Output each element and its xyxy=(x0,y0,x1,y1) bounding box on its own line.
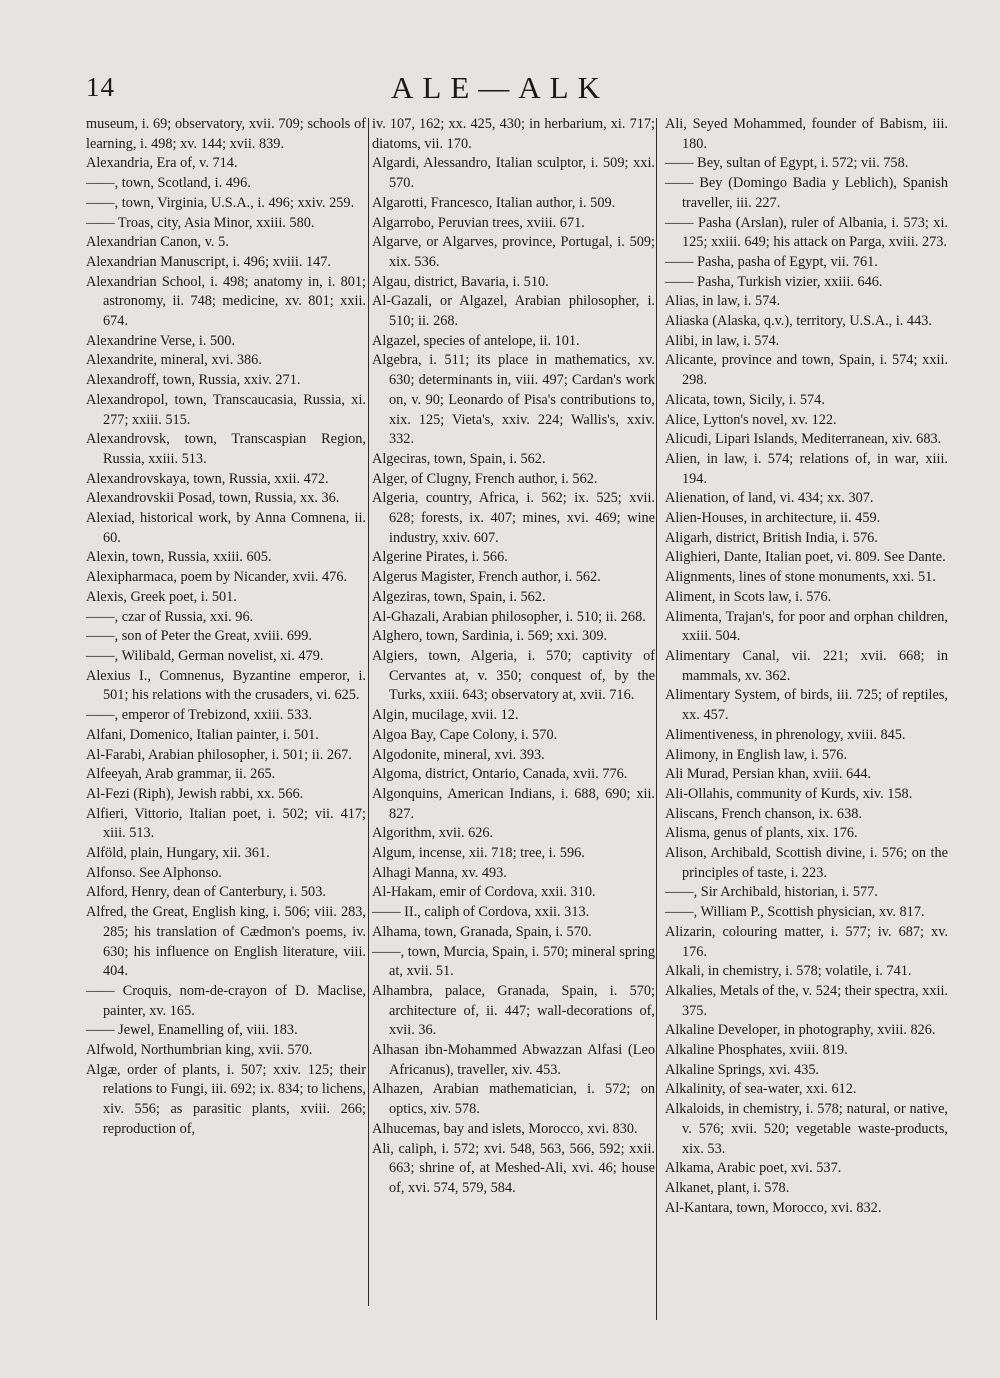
index-entry: Algarve, or Algarves, province, Portugal, i. 509; xix. 536. xyxy=(372,234,655,270)
index-entry: Alizarin, colouring matter, i. 577; iv. 687; xv. 176. xyxy=(665,923,948,960)
index-entry: Alimony, in English law, i. 576. xyxy=(665,746,848,763)
index-entry: Alimentiveness, in phrenology, xviii. 845. xyxy=(665,726,906,743)
index-column-1 xyxy=(86,115,366,1140)
index-entry: Algeria, country, Africa, i. 562; ix. 525; xvii. 628; forests, ix. 407; mines, xvi. 469; wine industry, xxiv. 607. xyxy=(372,490,655,546)
index-entry: Alexandrovskaya, town, Russia, xxii. 472. xyxy=(86,470,329,487)
index-entry: Alkaloids, in chemistry, i. 578; natural, or native, v. 576; xvii. 520; vegetable waste-products, xix. 53. xyxy=(665,1101,948,1157)
index-entry: Alhucemas, bay and islets, Morocco, xvi. 830. xyxy=(372,1120,638,1137)
index-entry: ——, town, Murcia, Spain, i. 570; mineral spring at, xvii. 51. xyxy=(372,943,655,980)
index-entry: —— Pasha, Turkish vizier, xxiii. 646. xyxy=(665,273,883,290)
index-entry: —— Troas, city, Asia Minor, xxiii. 580. xyxy=(86,214,315,231)
index-entry: Alicudi, Lipari Islands, Mediterranean, xiv. 683. xyxy=(665,431,942,448)
index-entry: Alexin, town, Russia, xxiii. 605. xyxy=(86,549,272,566)
index-entry: Alhazen, Arabian mathematician, i. 572; on optics, xiv. 578. xyxy=(372,1081,655,1118)
index-entry: Alhambra, palace, Granada, Spain, i. 570; architecture of, ii. 447; wall-decorations of, xvii. 36. xyxy=(372,982,655,1039)
index-entry: —— II., caliph of Cordova, xxii. 313. xyxy=(372,904,590,921)
index-entry: Algerine Pirates, i. 566. xyxy=(372,549,508,566)
index-entry: Alkanet, plant, i. 578. xyxy=(665,1179,790,1196)
index-entry: Al-Hakam, emir of Cordova, xxii. 310. xyxy=(372,884,596,901)
index-entry: —— Bey (Domingo Badia y Leblich), Spanish traveller, iii. 227. xyxy=(665,175,948,211)
index-entry: Algarotti, Francesco, Italian author, i. 509. xyxy=(372,194,616,211)
index-entry: Alkalies, Metals of the, v. 524; their spectra, xxii. 375. xyxy=(665,982,948,1019)
index-entry: Ali, caliph, i. 572; xvi. 548, 563, 566, 592; xxii. 663; shrine of, at Meshed-Ali, xvi. 46; house of, xvi. 574, 579, 584. xyxy=(372,1140,655,1196)
index-entry: Alfieri, Vittorio, Italian poet, i. 502; vii. 417; xiii. 513. xyxy=(86,805,366,842)
index-entry: Alien, in law, i. 574; relations of, in war, xiii. 194. xyxy=(665,450,948,487)
index-entry: Alighieri, Dante, Italian poet, vi. 809. See Dante. xyxy=(665,549,946,566)
index-entry: Ali-Ollahis, community of Kurds, xiv. 158. xyxy=(665,785,913,802)
index-entry: Algodonite, mineral, xvi. 393. xyxy=(372,746,545,763)
index-entry: Algerus Magister, French author, i. 562. xyxy=(372,569,601,586)
index-entry: Alkaline Phosphates, xviii. 819. xyxy=(665,1042,848,1059)
index-entry: iv. 107, 162; xx. 425, 430; in herbarium, xi. 717; diatoms, vii. 170. xyxy=(372,116,655,152)
index-entry: Alfani, Domenico, Italian painter, i. 501. xyxy=(86,726,319,743)
index-entry: Al-Gazali, or Algazel, Arabian philosopher, i. 510; ii. 268. xyxy=(372,293,655,330)
index-entry: Alhama, town, Granada, Spain, i. 570. xyxy=(372,923,592,940)
index-entry: Alexandropol, town, Transcaucasia, Russia, xi. 277; xxiii. 515. xyxy=(86,391,366,428)
index-entry: Alice, Lytton's novel, xv. 122. xyxy=(665,411,837,428)
index-entry: Alhasan ibn-Mohammed Abwazzan Alfasi (Leo Africanus), traveller, xiv. 453. xyxy=(372,1042,655,1078)
index-entry: Algebra, i. 511; its place in mathematics, xv. 630; determinants in, viii. 497; Cardan's work on, v. 90; Leonardo of Pisa's contributions to, xix. 125; Vieta's, xxiv. 224; Wallis's, xxiv. 332. xyxy=(372,352,655,448)
index-entry: Alibi, in law, i. 574. xyxy=(665,332,780,349)
index-entry: Alexandrian Manuscript, i. 496; xviii. 147. xyxy=(86,253,331,270)
index-entry: Algonquins, American Indians, i. 688, 690; xii. 827. xyxy=(372,785,655,822)
column-rule-left xyxy=(368,118,369,1306)
page-number: 14 xyxy=(86,72,115,102)
index-column-2 xyxy=(372,115,655,1199)
index-entry: Alimenta, Trajan's, for poor and orphan children, xxiii. 504. xyxy=(665,608,948,645)
index-entry: Alienation, of land, vi. 434; xx. 307. xyxy=(665,490,874,507)
index-entry: Alkali, in chemistry, i. 578; volatile, i. 741. xyxy=(665,963,912,980)
index-entry: Alexius I., Comnenus, Byzantine emperor, i. 501; his relations with the crusaders, vi. 625. xyxy=(86,667,366,704)
index-entry: Alfeeyah, Arab grammar, ii. 265. xyxy=(86,766,276,783)
index-entry: Alkaline Developer, in photography, xviii. 826. xyxy=(665,1022,936,1039)
index-entry: Alhagi Manna, xv. 493. xyxy=(372,864,507,881)
index-entry: Algeziras, town, Spain, i. 562. xyxy=(372,588,546,605)
index-entry: Alföld, plain, Hungary, xii. 361. xyxy=(86,845,270,862)
index-entry: Alicante, province and town, Spain, i. 574; xxii. 298. xyxy=(665,352,948,389)
index-entry: Al-Ghazali, Arabian philosopher, i. 510; ii. 268. xyxy=(372,608,646,625)
index-entry: Alisma, genus of plants, xix. 176. xyxy=(665,825,858,842)
index-entry: ——, Wilibald, German novelist, xi. 479. xyxy=(86,647,324,664)
index-entry: Aligarh, district, British India, i. 576. xyxy=(665,529,878,546)
index-entry: Algeciras, town, Spain, i. 562. xyxy=(372,450,546,467)
index-entry: Alexandrian Canon, v. 5. xyxy=(86,234,229,251)
running-head: ALE—ALK xyxy=(391,70,609,105)
index-entry: ——, town, Scotland, i. 496. xyxy=(86,175,251,192)
index-entry: Algorithm, xvii. 626. xyxy=(372,825,494,842)
index-entry: —— Pasha, pasha of Egypt, vii. 761. xyxy=(665,253,878,270)
index-entry: Alkama, Arabic poet, xvi. 537. xyxy=(665,1160,842,1177)
index-entry: Alkaline Springs, xvi. 435. xyxy=(665,1061,820,1078)
index-entry: Al-Kantara, town, Morocco, xvi. 832. xyxy=(665,1199,882,1216)
index-entry: Alison, Archibald, Scottish divine, i. 576; on the principles of taste, i. 223. xyxy=(665,845,948,881)
index-entry: Alien-Houses, in architecture, ii. 459. xyxy=(665,510,881,527)
index-entry: Alexandrian School, i. 498; anatomy in, i. 801; astronomy, ii. 748; medicine, xv. 801; xxii. 674. xyxy=(86,273,366,330)
index-entry: Alias, in law, i. 574. xyxy=(665,293,781,310)
index-entry: Alkalinity, of sea-water, xxi. 612. xyxy=(665,1081,857,1098)
index-entry: ——, town, Virginia, U.S.A., i. 496; xxiv. 259. xyxy=(86,194,355,211)
index-entry: —— Jewel, Enamelling of, viii. 183. xyxy=(86,1022,298,1039)
column-rule-right xyxy=(656,118,657,1320)
index-entry: Aliscans, French chanson, ix. 638. xyxy=(665,805,862,822)
index-entry: Alfwold, Northumbrian king, xvii. 570. xyxy=(86,1042,313,1059)
index-entry: Al-Farabi, Arabian philosopher, i. 501; ii. 267. xyxy=(86,746,352,763)
index-entry: ——, czar of Russia, xxi. 96. xyxy=(86,608,254,625)
index-entry: Alexandrovsk, town, Transcaspian Region, Russia, xxiii. 513. xyxy=(86,431,366,467)
index-entry: ——, Sir Archibald, historian, i. 577. xyxy=(665,884,878,901)
index-entry: Alexandrine Verse, i. 500. xyxy=(86,332,236,349)
index-entry: Algardi, Alessandro, Italian sculptor, i. 509; xxi. 570. xyxy=(372,155,655,192)
index-entry: Alimentary Canal, vii. 221; xvii. 668; in mammals, xv. 362. xyxy=(665,647,948,684)
index-entry: Algoma, district, Ontario, Canada, xvii. 776. xyxy=(372,766,628,783)
index-entry: Alexandrite, mineral, xvi. 386. xyxy=(86,352,262,369)
index-entry: museum, i. 69; observatory, xvii. 709; schools of learning, i. 498; xv. 144; xvii. 839. xyxy=(86,116,366,152)
index-entry: Ali, Seyed Mohammed, founder of Babism, iii. 180. xyxy=(665,116,948,152)
index-entry: ——, emperor of Trebizond, xxiii. 533. xyxy=(86,707,312,724)
index-entry: Algau, district, Bavaria, i. 510. xyxy=(372,273,549,290)
index-entry: Alger, of Clugny, French author, i. 562. xyxy=(372,470,598,487)
index-entry: Alexis, Greek poet, i. 501. xyxy=(86,588,237,605)
index-entry: Alexandria, Era of, v. 714. xyxy=(86,155,238,172)
index-entry: Alexandroff, town, Russia, xxiv. 271. xyxy=(86,372,301,389)
index-entry: Alfonso. See Alphonso. xyxy=(86,864,222,881)
index-entry: Alexiad, historical work, by Anna Comnena, ii. 60. xyxy=(86,510,366,546)
index-entry: Algum, incense, xii. 718; tree, i. 596. xyxy=(372,845,585,862)
index-entry: —— Croquis, nom-de-crayon of D. Maclise, painter, xv. 165. xyxy=(86,982,366,1019)
index-entry: Alignments, lines of stone monuments, xxi. 51. xyxy=(665,569,936,586)
index-entry: Alexipharmaca, poem by Nicander, xvii. 476. xyxy=(86,569,348,586)
index-entry: Alicata, town, Sicily, i. 574. xyxy=(665,391,825,408)
index-column-3 xyxy=(665,115,948,1218)
index-entry: Ali Murad, Persian khan, xviii. 644. xyxy=(665,766,872,783)
index-entry: —— Pasha (Arslan), ruler of Albania, i. 573; xi. 125; xxiii. 649; his attack on Parga, xviii. 273. xyxy=(665,214,948,251)
index-entry: Algæ, order of plants, i. 507; xxiv. 125; their relations to Fungi, iii. 692; ix. 834; to lichens, xiv. 556; as parasitic plants, xviii. 266; reproduction of, xyxy=(86,1061,366,1137)
index-entry: Alexandrovskii Posad, town, Russia, xx. 36. xyxy=(86,490,340,507)
index-entry: Aliment, in Scots law, i. 576. xyxy=(665,588,832,605)
index-entry: Algazel, species of antelope, ii. 101. xyxy=(372,332,580,349)
index-entry: Al-Fezi (Riph), Jewish rabbi, xx. 566. xyxy=(86,785,304,802)
index-entry: Algiers, town, Algeria, i. 570; captivity of Cervantes at, v. 350; conquest of, by the Turks, xxiii. 643; observatory at, xvii. 716. xyxy=(372,647,655,704)
index-entry: Algoa Bay, Cape Colony, i. 570. xyxy=(372,726,558,743)
index-entry: ——, son of Peter the Great, xviii. 699. xyxy=(86,628,312,645)
index-entry: —— Bey, sultan of Egypt, i. 572; vii. 758. xyxy=(665,155,909,172)
index-entry: ——, William P., Scottish physician, xv. 817. xyxy=(665,904,925,921)
index-entry: Aliaska (Alaska, q.v.), territory, U.S.A., i. 443. xyxy=(665,313,932,330)
index-entry: Alghero, town, Sardinia, i. 569; xxi. 309. xyxy=(372,628,608,645)
index-entry: Algin, mucilage, xvii. 12. xyxy=(372,707,519,724)
index-entry: Alford, Henry, dean of Canterbury, i. 503. xyxy=(86,884,326,901)
index-entry: Alfred, the Great, English king, i. 506; viii. 283, 285; his translation of Cædmon's poems, iv. 630; his influence on English literature, viii. 404. xyxy=(86,904,366,980)
index-entry: Alimentary System, of birds, iii. 725; of reptiles, xx. 457. xyxy=(665,687,948,724)
index-entry: Algarrobo, Peruvian trees, xviii. 671. xyxy=(372,214,585,231)
